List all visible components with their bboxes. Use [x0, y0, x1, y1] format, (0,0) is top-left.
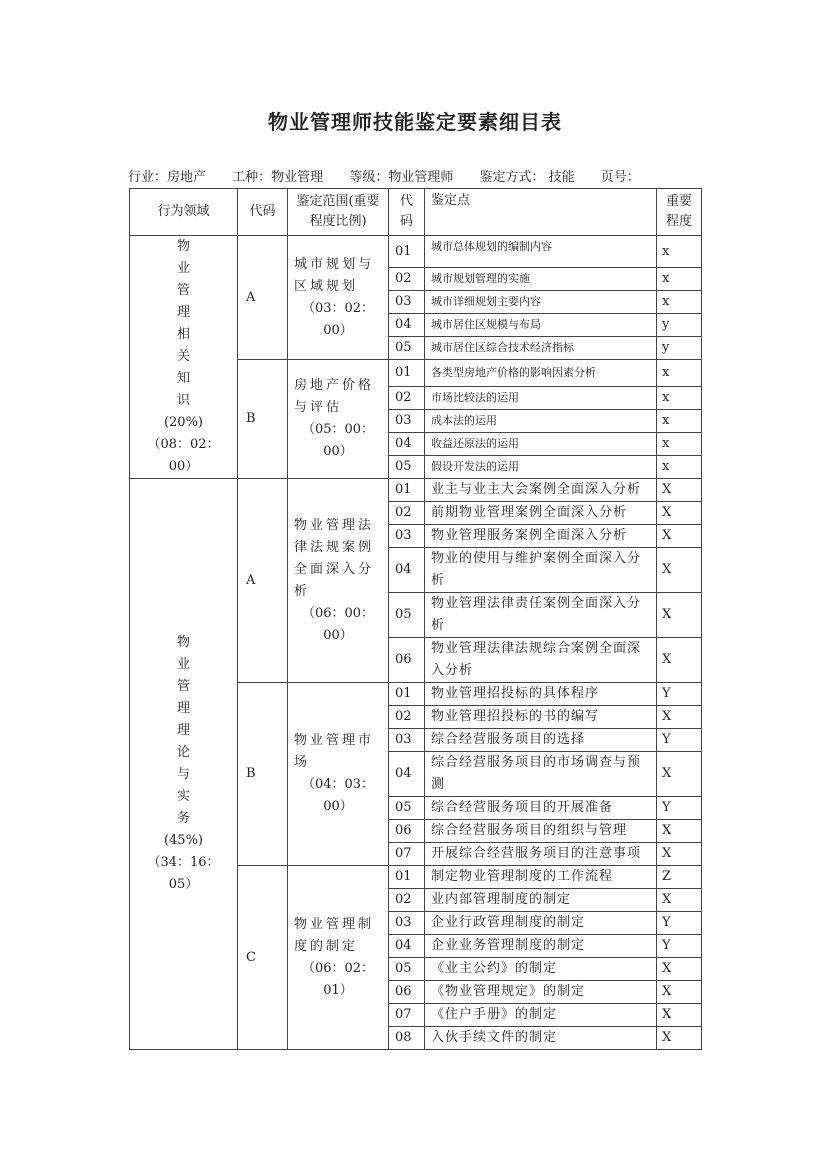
importance: X — [657, 502, 702, 525]
point-text: 城市总体规划的编制内容 — [425, 236, 657, 268]
group-ratio: （04：03：00） — [301, 777, 375, 814]
header-point: 鉴定点 — [425, 189, 657, 236]
point-text: 城市详细规划主要内容 — [425, 291, 657, 314]
importance: X — [657, 593, 702, 638]
group-scope: 房地产价格与评估 — [294, 378, 375, 415]
point-code: 04 — [389, 548, 425, 593]
importance: X — [657, 752, 702, 797]
point-code: 06 — [389, 820, 425, 843]
point-code: 04 — [389, 935, 425, 958]
point-text: 综合经营服务项目的市场调查与预测 — [425, 752, 657, 797]
domain-name: 物业管理相关知识 — [177, 239, 191, 408]
table-row — [130, 479, 702, 502]
header-domain: 行为领域 — [130, 189, 238, 236]
importance: x — [657, 291, 702, 314]
meta-method: 鉴定方式： 技能 — [479, 170, 575, 185]
domain-ratio: （34：16：05） — [147, 855, 220, 892]
point-code: 06 — [389, 638, 425, 683]
importance: Z — [657, 866, 702, 889]
point-text: 入伙手续文件的制定 — [425, 1027, 657, 1050]
group-code: A — [238, 236, 288, 360]
importance: x — [657, 236, 702, 268]
point-text: 物业管理招投标的具体程序 — [425, 683, 657, 706]
point-text: 成本法的运用 — [425, 410, 657, 433]
domain-percent: (45%) — [163, 833, 204, 848]
importance: X — [657, 843, 702, 866]
point-text: 《物业管理规定》的制定 — [425, 981, 657, 1004]
importance: y — [657, 337, 702, 360]
group-ratio: （06：02：01） — [301, 960, 375, 998]
importance: x — [657, 433, 702, 456]
point-text: 物业管理服务案例全面深入分析 — [425, 525, 657, 548]
importance: X — [657, 479, 702, 502]
importance: X — [657, 958, 702, 981]
importance: Y — [657, 729, 702, 752]
elements-table — [129, 188, 702, 1050]
point-text: 开展综合经营服务项目的注意事项 — [425, 843, 657, 866]
group-scope-cell — [288, 683, 389, 866]
point-code: 01 — [389, 360, 425, 387]
group-scope-cell — [288, 479, 389, 683]
point-text: 《住户手册》的制定 — [425, 1004, 657, 1027]
importance: X — [657, 548, 702, 593]
header-scope: 鉴定范围(重要程度比例) — [288, 189, 389, 236]
group-code: C — [238, 866, 288, 1050]
importance: X — [657, 525, 702, 548]
point-text: 城市居住区综合技术经济指标 — [425, 337, 657, 360]
point-code: 01 — [389, 683, 425, 706]
group-scope: 城市规划与区域规划 — [294, 256, 375, 294]
group-ratio: （05：00：00） — [301, 422, 375, 459]
point-text: 物业管理法律责任案例全面深入分析 — [425, 593, 657, 638]
point-text: 物业管理法律法规综合案例全面深入分析 — [425, 638, 657, 683]
document-title: 物业管理师技能鉴定要素细目表 — [268, 110, 562, 134]
domain-ratio: （08：02：00） — [147, 437, 220, 474]
point-text: 物业的使用与维护案例全面深入分析 — [425, 548, 657, 593]
meta-industry: 行业：房地产 — [128, 170, 207, 185]
point-code: 01 — [389, 479, 425, 502]
importance: X — [657, 706, 702, 729]
table-row — [130, 236, 702, 268]
point-code: 04 — [389, 314, 425, 337]
domain-cell — [130, 236, 238, 479]
point-code: 07 — [389, 843, 425, 866]
point-code: 04 — [389, 433, 425, 456]
group-code: B — [238, 683, 288, 866]
group-scope: 物业管理市场 — [294, 733, 375, 770]
point-text: 综合经营服务项目的选择 — [425, 729, 657, 752]
point-code: 05 — [389, 958, 425, 981]
point-code: 01 — [389, 236, 425, 268]
meta-page: 页号： — [600, 170, 640, 185]
importance: Y — [657, 797, 702, 820]
point-code: 03 — [389, 410, 425, 433]
point-code: 01 — [389, 866, 425, 889]
importance: x — [657, 456, 702, 479]
group-ratio: （06：00：00） — [301, 605, 375, 643]
importance: X — [657, 820, 702, 843]
point-text: 业主与业主大会案例全面深入分析 — [425, 479, 657, 502]
point-text: 企业业务管理制度的制定 — [425, 935, 657, 958]
point-code: 07 — [389, 1004, 425, 1027]
point-code: 03 — [389, 291, 425, 314]
domain-percent: (20%) — [163, 415, 204, 430]
point-code: 06 — [389, 981, 425, 1004]
point-code: 05 — [389, 593, 425, 638]
point-code: 05 — [389, 797, 425, 820]
header-importance: 重要程度 — [657, 189, 702, 236]
point-text: 城市居住区规模与布局 — [425, 314, 657, 337]
point-text: 城市规划管理的实施 — [425, 268, 657, 291]
group-scope: 物业管理法律法规案例全面深入分析 — [294, 517, 375, 599]
importance: X — [657, 981, 702, 1004]
importance: y — [657, 314, 702, 337]
meta-line — [128, 166, 662, 185]
point-text: 《业主公约》的制定 — [425, 958, 657, 981]
importance: x — [657, 410, 702, 433]
point-text: 前期物业管理案例全面深入分析 — [425, 502, 657, 525]
importance: x — [657, 268, 702, 291]
domain-cell — [130, 479, 238, 1050]
point-text: 物业管理招投标的书的编写 — [425, 706, 657, 729]
group-scope-cell — [288, 866, 389, 1050]
point-text: 市场比较法的运用 — [425, 387, 657, 410]
importance: X — [657, 638, 702, 683]
group-scope-cell — [288, 236, 389, 360]
importance: x — [657, 387, 702, 410]
point-code: 04 — [389, 752, 425, 797]
importance: X — [657, 1004, 702, 1027]
point-text: 制定物业管理制度的工作流程 — [425, 866, 657, 889]
point-code: 05 — [389, 456, 425, 479]
point-code: 08 — [389, 1027, 425, 1050]
table-body — [130, 236, 702, 1050]
point-code: 03 — [389, 525, 425, 548]
domain-name: 物业管理理论与实务 — [177, 635, 191, 826]
importance: Y — [657, 935, 702, 958]
point-code: 03 — [389, 729, 425, 752]
point-code: 02 — [389, 268, 425, 291]
point-text: 各类型房地产价格的影响因素分析 — [425, 360, 657, 387]
table-header-row — [130, 189, 702, 236]
group-scope-cell — [288, 360, 389, 479]
point-text: 收益还原法的运用 — [425, 433, 657, 456]
point-code: 02 — [389, 889, 425, 912]
group-code: B — [238, 360, 288, 479]
group-ratio: （03：02：00） — [301, 300, 375, 338]
importance: x — [657, 360, 702, 387]
header-point-code: 代码 — [389, 189, 425, 236]
importance: Y — [657, 683, 702, 706]
point-code: 02 — [389, 387, 425, 410]
point-code: 02 — [389, 706, 425, 729]
point-text: 综合经营服务项目的组织与管理 — [425, 820, 657, 843]
importance: X — [657, 1027, 702, 1050]
point-code: 03 — [389, 912, 425, 935]
meta-trade: 工种：物业管理 — [232, 170, 324, 185]
point-text: 企业行政管理制度的制定 — [425, 912, 657, 935]
importance: Y — [657, 912, 702, 935]
meta-level: 等级：物业管理师 — [349, 170, 454, 185]
point-text: 假设开发法的运用 — [425, 456, 657, 479]
importance: X — [657, 889, 702, 912]
point-code: 05 — [389, 337, 425, 360]
point-text: 业内部管理制度的制定 — [425, 889, 657, 912]
point-text: 综合经营服务项目的开展准备 — [425, 797, 657, 820]
group-scope: 物业管理制度的制定 — [294, 916, 375, 954]
group-code: A — [238, 479, 288, 683]
point-code: 02 — [389, 502, 425, 525]
header-code: 代码 — [238, 189, 288, 236]
